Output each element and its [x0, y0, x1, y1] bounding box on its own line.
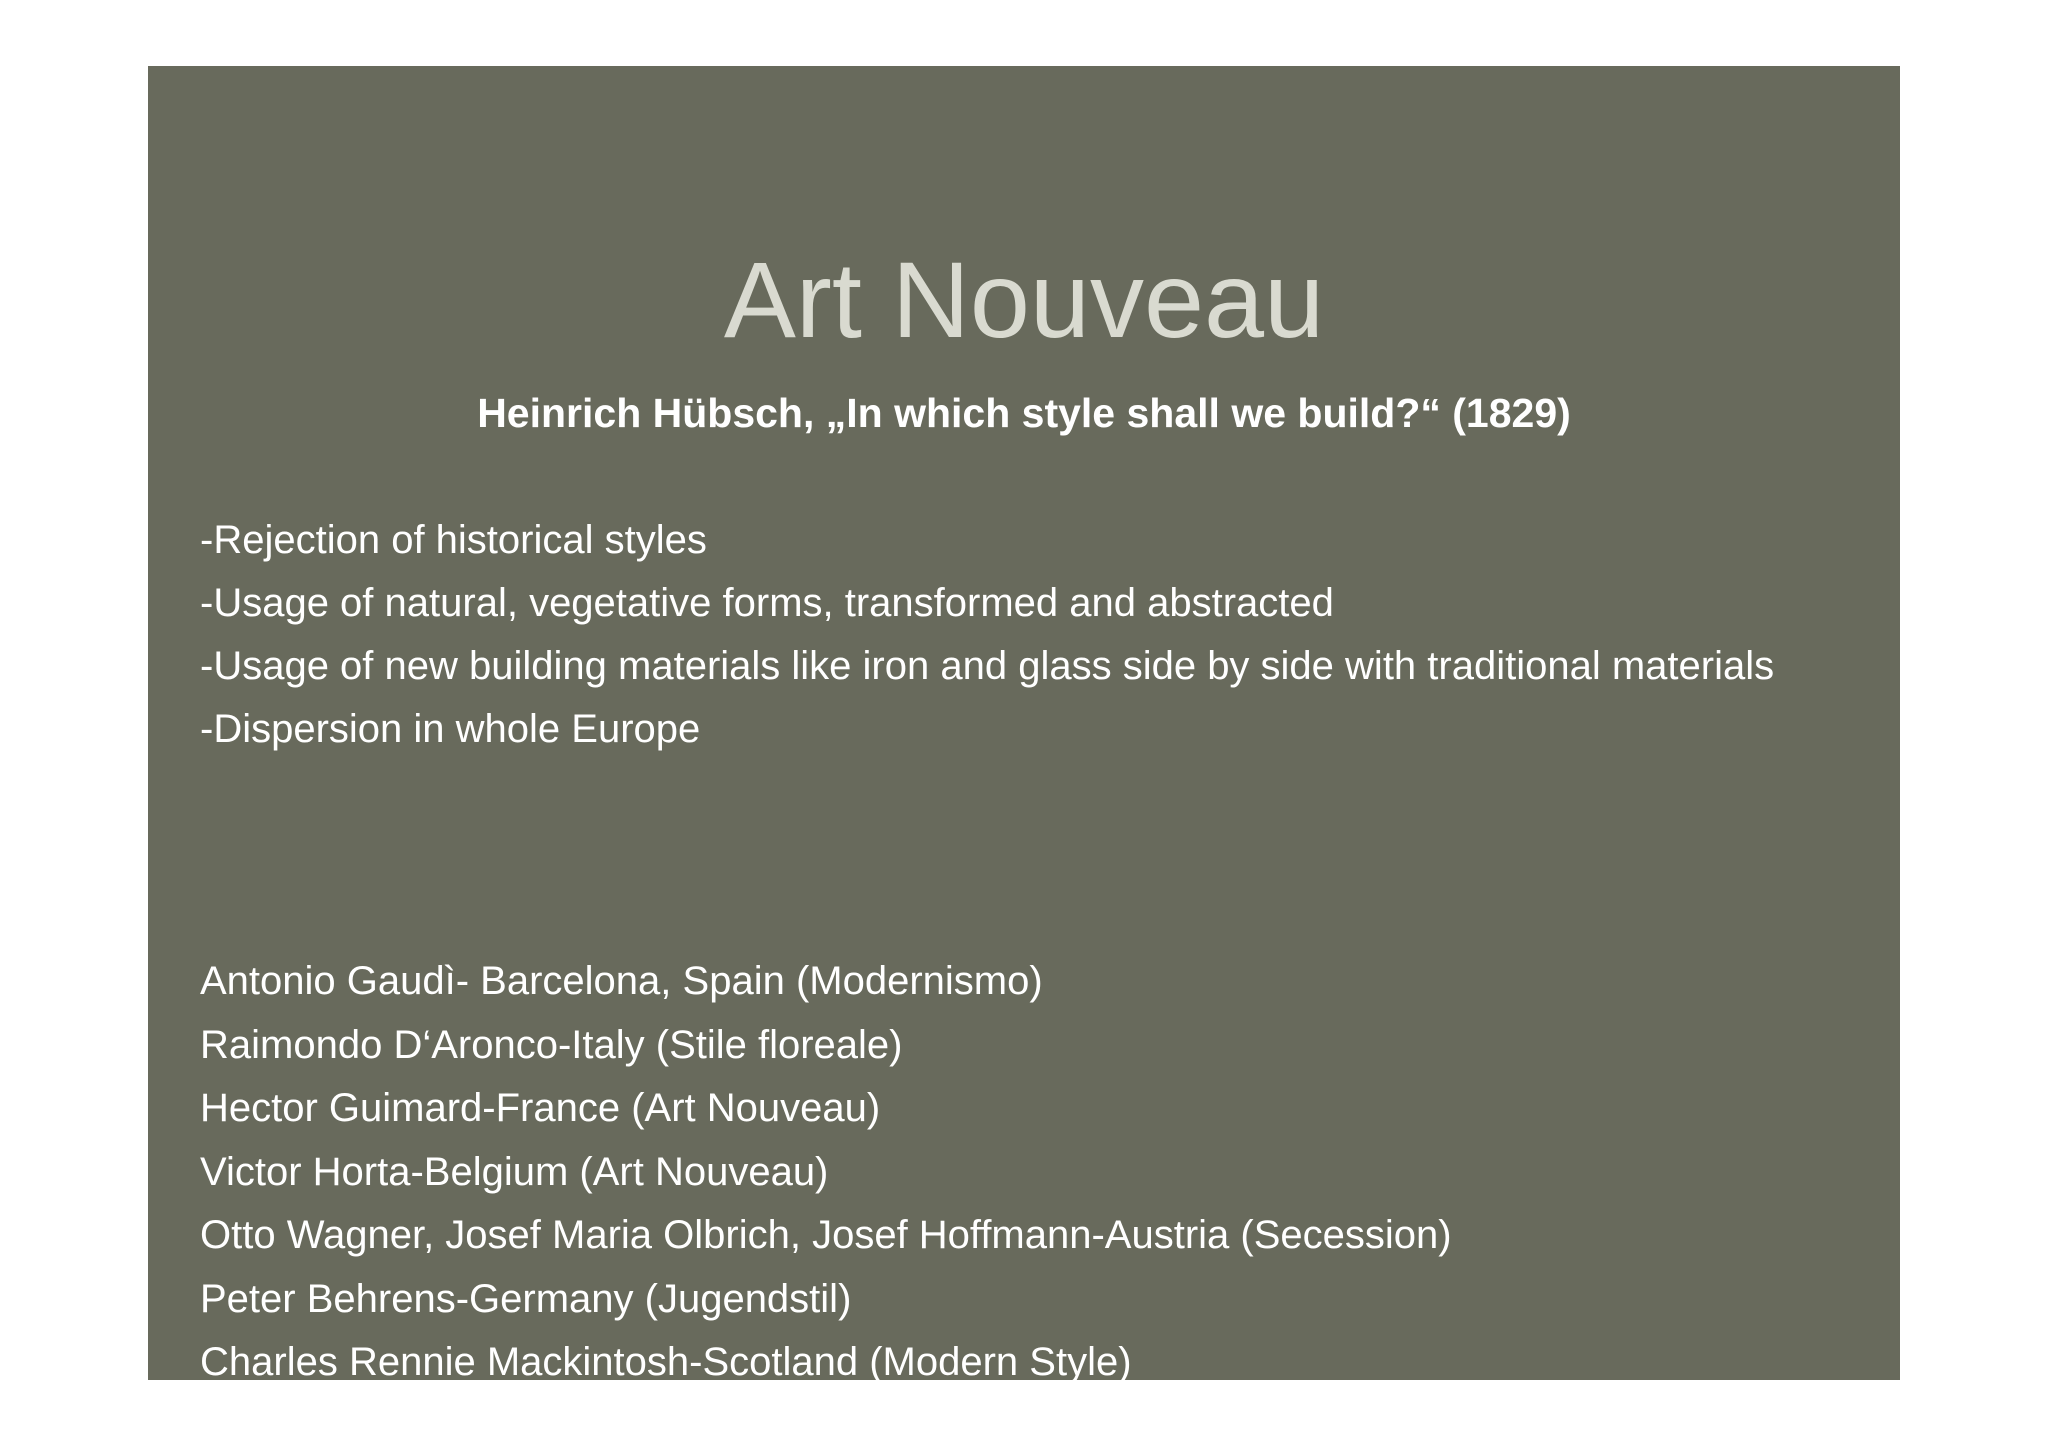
bullet-item: -Rejection of historical styles [200, 518, 707, 562]
architect-item: Raimondo D‘Aronco-Italy (Stile floreale) [200, 1022, 903, 1067]
architect-list [200, 950, 1850, 1395]
bullet-item: -Usage of natural, vegetative forms, transformed and abstracted [200, 581, 1334, 625]
slide [148, 66, 1900, 1384]
slide-subtitle: Heinrich Hübsch, „In which style shall we build?“ (1829) [477, 390, 1571, 436]
architect-item: Charles Rennie Mackintosh-Scotland (Modern Style) [200, 1340, 1132, 1384]
architect-item: Peter Behrens-Germany (Jugendstil) [200, 1276, 852, 1321]
slide-title: Art Nouveau [723, 239, 1325, 360]
architect-item: Antonio Gaudì- Barcelona, Spain (Modernismo) [200, 959, 1043, 1003]
bullet-list [200, 509, 1850, 761]
bullet-item: -Usage of new building materials like iron and glass side by side with traditional materials [200, 644, 1775, 688]
architect-item: Hector Guimard-France (Art Nouveau) [200, 1086, 881, 1130]
architect-item: Victor Horta-Belgium (Art Nouveau) [200, 1149, 829, 1194]
architect-item: Otto Wagner, Josef Maria Olbrich, Josef Hoffmann-Austria (Secession) [200, 1213, 1452, 1257]
bullet-item: -Dispersion in whole Europe [200, 707, 701, 751]
